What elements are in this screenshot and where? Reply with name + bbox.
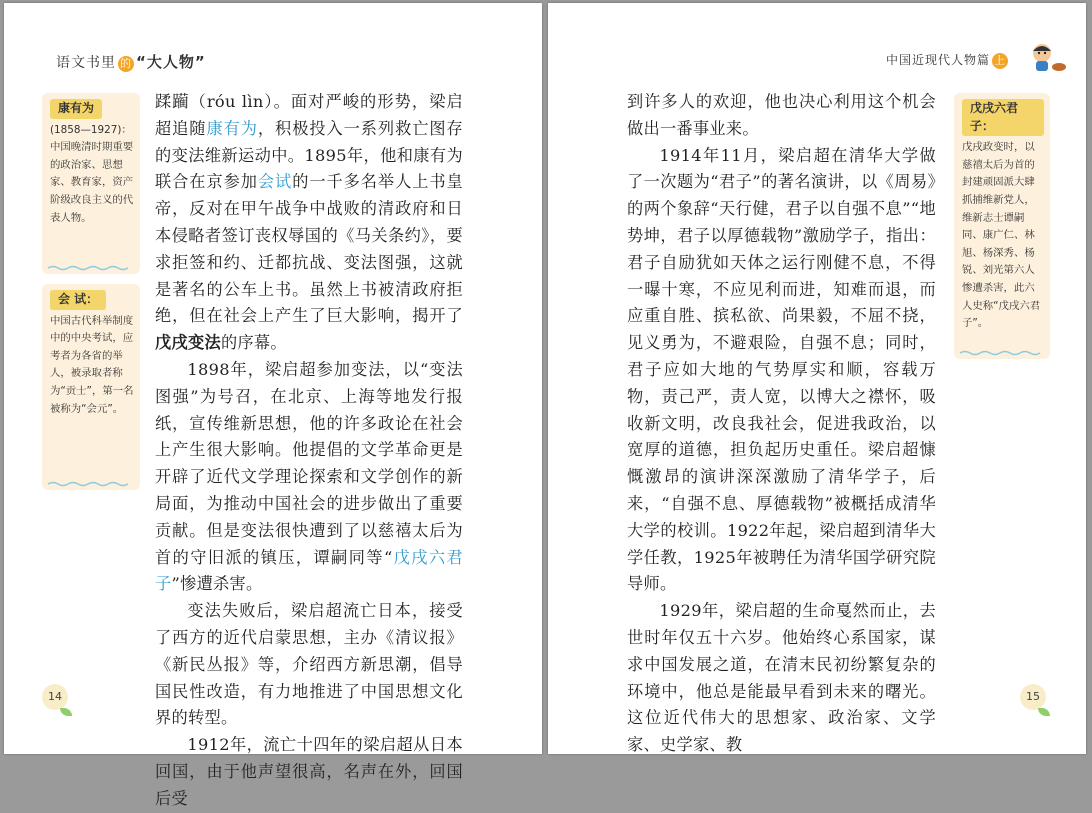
paragraph: 1929年，梁启超的生命戛然而止，去世时年仅五十六岁。他始终心系国家，谋求中国发展之道，在清末民初纷繁复杂的环境中，他总是能最早看到未来的曙光。这位近代伟大的思想家、政治家、文学家、史学家、教: [627, 601, 936, 755]
right-page: [548, 3, 1086, 754]
left-running-head: [56, 51, 206, 72]
text-run: 的序幕。: [220, 333, 287, 353]
head-title: 中国近现代人物篇: [885, 53, 990, 67]
sidebar-note-kangyouwei: [42, 93, 140, 274]
note-body: (1858—1927)：中国晚清时期重要的政治家、思想家、教育家，资产阶级改良主义的代表人物。: [50, 123, 134, 224]
note-tag: 戊戌六君子：: [962, 99, 1044, 136]
text-run: 1898年，梁启超参加变法，以“变法图强”为号召，在北京、上海等地发行报纸，宣传维新思想，他的许多政论在社会上产生很大影响。他提倡的文学革命更是开辟了近代文学理论探索和文学创作的新局面，为推动中国社会的进步做出了重要贡献。但是变法很快遭到了以慈禧太后为首的守旧派的镇压，谭嗣同等“: [155, 359, 463, 567]
leaf-icon: [60, 708, 72, 716]
glossary-link-huishi: 会试: [257, 172, 293, 192]
right-running-head: [886, 51, 1010, 69]
page-number: 15: [1020, 684, 1046, 710]
paragraph: 变法失败后，梁启超流亡日本，接受了西方的近代启蒙思想，主办《清议报》《新民丛报》等，介绍西方新思潮，倡导国民性改造，有力地推进了中国思想文化界的转型。: [155, 601, 463, 728]
paragraph: 1914年11月，梁启超在清华大学做了一次题为“君子”的著名演讲，以《周易》的两个象辞“天行健，君子以自强不息”“地势坤，君子以厚德载物”激励学子，指出：君子自励犹如天体之运行刚健不息，不得一曝十寒，不应见利而进，知难而退，而应重自胜、摈私欲、尚果毅，不屈不挠，见义勇为，不避艰险，自强不息；同时，君子应如大地的气势厚实和顺，容载万物，责己严，责人宽，以博大之襟怀，吸收新文明，改良我社会，促进我政治，以宽厚的道德，担负起历史重任。梁启超慷慨激昂的演讲深深激励了清华学子，后来，“自强不息、厚德载物”被概括成清华大学的校训。1922年起，梁启超到清华大学任教，1925年被聘任为清华国学研究院导师。: [627, 145, 936, 594]
sidebar-note-wuxu: [954, 93, 1050, 359]
mascot-icon: [1028, 41, 1068, 75]
text-run: 的一千多名举人上书皇帝，反对在甲午战争中战败的清政府和日本侵略者签订丧权辱国的《马关条约》，要求拒签和约、迁都抗战、变法图强，这就是著名的公车上书。虽然上书被清政府拒绝，但在社会上产生了巨大影响，揭开了: [155, 172, 463, 326]
note-body: 中国古代科举制度中的中央考试，应考者为各省的举人，被录取者称为“贡士”，第一名被称为“会元”。: [50, 314, 134, 415]
bold-term: 戊戌变法: [155, 333, 221, 353]
right-body-text: [627, 89, 936, 759]
wave-ornament-icon: [48, 265, 128, 271]
wave-ornament-icon: [960, 350, 1040, 356]
note-body: 戊戌政变时，以慈禧太后为首的封建顽固派大肆抓捕维新党人，维新志士谭嗣同、康广仁、林旭、杨深秀、杨锐、刘光第六人惨遭杀害，此六人史称“戊戌六君子”。: [962, 141, 1041, 330]
wave-ornament-icon: [48, 481, 128, 487]
text-run: ”惨遭杀害。: [171, 574, 263, 594]
paragraph: [155, 89, 463, 357]
left-page: [4, 3, 542, 808]
paragraph: 1912年，流亡十四年的梁启超从日本回国，由于他声望很高，名声在外，回国后受: [155, 735, 463, 808]
leaf-icon: [1038, 708, 1050, 716]
text-run: 蹂躏（róu lìn）。面对严峻的形势，梁启超追随: [155, 92, 463, 138]
text-run: ，积极投入一系列救亡图存的变法维新运动中。1895年，他和康有为联合在京参加: [155, 118, 464, 192]
sidebar-note-huishi: [42, 284, 140, 490]
glossary-link-kangyouwei: 康有为: [206, 118, 258, 138]
volume-badge: 上: [994, 54, 1006, 67]
head-title-big: “大人物”: [136, 53, 206, 71]
note-tag: 康有为: [50, 99, 102, 119]
glossary-link-wuxu: 戊戌六君子: [155, 547, 463, 594]
paragraph: [155, 357, 463, 598]
head-title-mid: 的: [120, 57, 132, 70]
head-title-pre: 语文书里: [56, 55, 116, 71]
page-number: 14: [42, 684, 68, 710]
note-tag: 会 试：: [50, 290, 106, 310]
paragraph: 到许多人的欢迎，他也决心利用这个机会做出一番事业来。: [627, 92, 936, 138]
left-body-text: [155, 89, 463, 813]
